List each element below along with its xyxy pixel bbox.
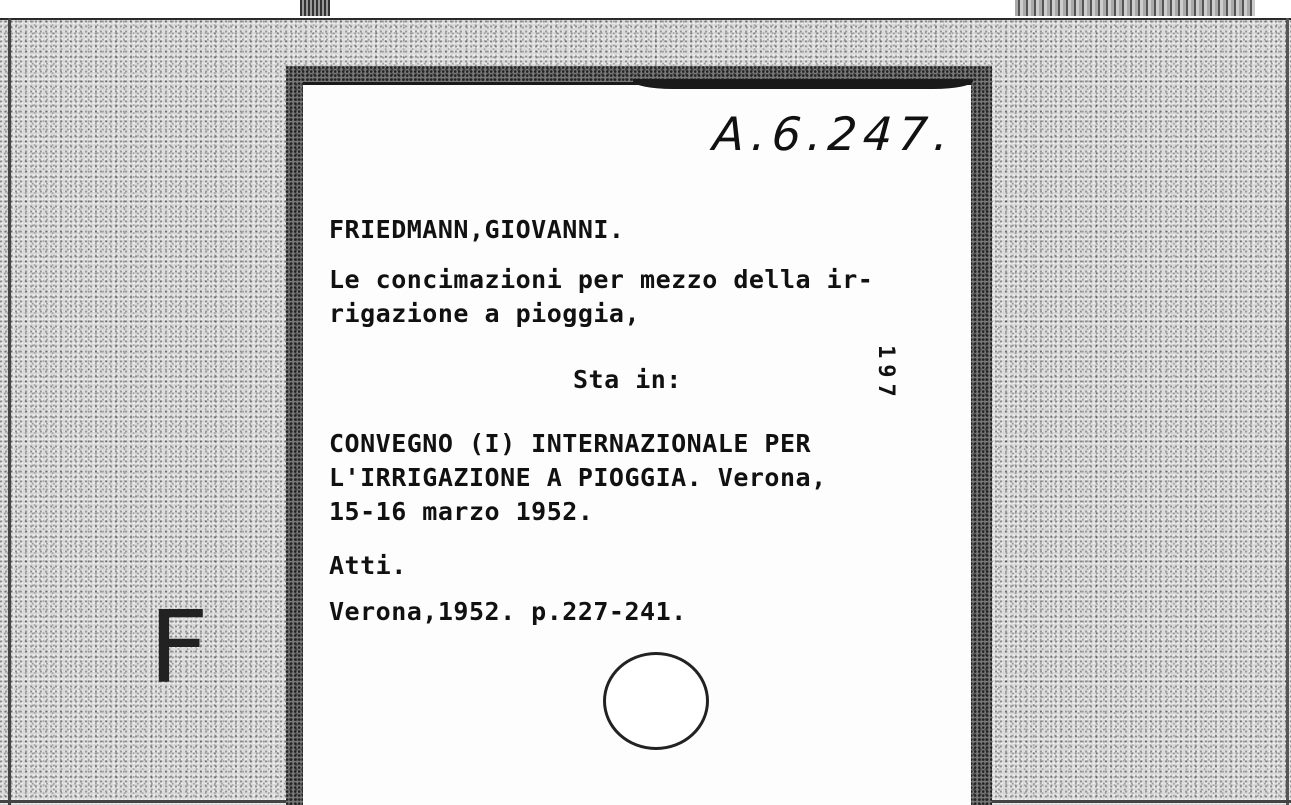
top-scan-artifact-right [1015,0,1255,16]
atti-line: Atti. [329,551,407,580]
conference-line-3: 15-16 marzo 1952. [329,497,594,526]
conference-line-2: L'IRRIGAZIONE A PIOGGIA. Verona, [329,463,827,492]
side-number: 197 [873,345,898,403]
title-line-2: rigazione a pioggia, [329,299,641,328]
card-top-notch [633,79,973,89]
left-border-line [8,18,11,805]
top-scan-artifact-left [300,0,330,16]
right-border-line [1286,18,1289,805]
title-line-1: Le concimazioni per mezzo della ir- [329,265,874,294]
catalog-card [303,82,971,805]
conference-line-1: CONVEGNO (I) INTERNAZIONALE PER [329,429,812,458]
margin-letter: F [148,589,209,706]
author-line: FRIEDMANN,GIOVANNI. [329,215,625,244]
punch-hole [603,652,709,750]
publication-line: Verona,1952. p.227-241. [329,597,687,626]
call-number: A.6.247. [711,107,957,161]
sta-in-line: Sta in: [573,365,682,394]
